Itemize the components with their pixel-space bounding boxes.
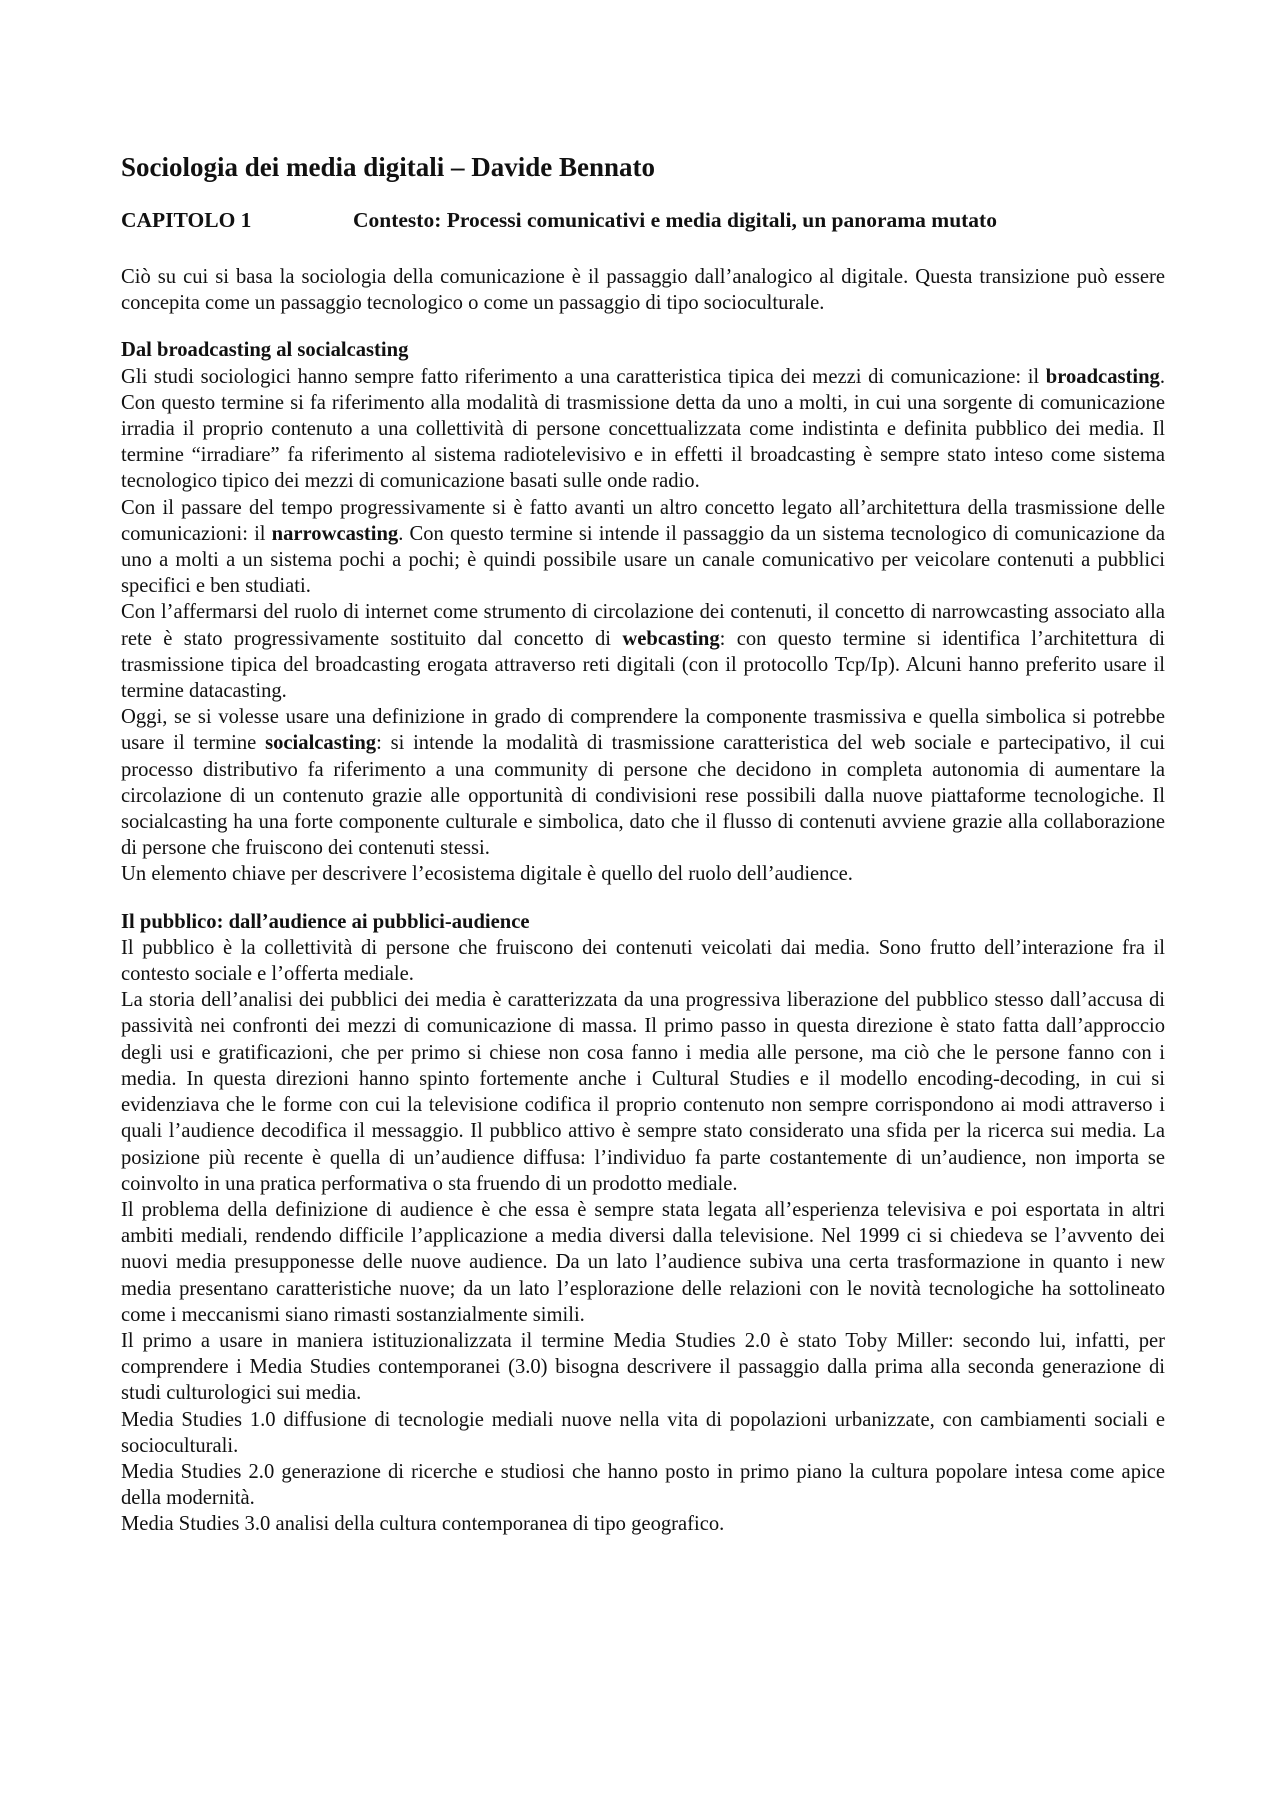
- section-heading-pubblico: Il pubblico: dall’audience ai pubblici-audience: [121, 910, 530, 933]
- media-studies-3: Media Studies 3.0 analisi della cultura contemporanea di tipo geografico.: [121, 1513, 725, 1536]
- media-studies-1: Media Studies 1.0 diffusione di tecnologie mediali nuove nella vita di popolazioni urbanizzate, con cambiamenti sociali e socioculturali.: [121, 1408, 1165, 1457]
- media-studies-2: Media Studies 2.0 generazione di ricerche e studiosi che hanno posto in primo piano la cultura popolare intesa come apice della modernità.: [121, 1460, 1165, 1510]
- paragraph-socialcasting: Oggi, se si volesse usare una definizione in grado di comprendere la componente trasmissiva e quella simbolica si potrebbe usare il termine socialcasting: si intende la modalità di trasmissione caratteristica del web sociale e partecipativo, il cui processo distributivo fa riferimento a una community di persone che decidono in completa autonomia di aumentare la circolazione di un contenuto grazie alle opportunità di condivisioni rese possibili dalla nuove piattaforme tecnologiche. Il socialcasting ha una forte componente culturale e simbolica, dato che il flusso di contenuti avviene grazie alla collaborazione di persone che fruiscono dei contenuti stessi.: [121, 706, 1165, 860]
- paragraph-audience-key: Un elemento chiave per descrivere l’ecosistema digitale è quello del ruolo dell’audience.: [121, 863, 853, 886]
- intro-paragraph: Ciò su cui si basa la sociologia della comunicazione è il passaggio dall’analogico al digitale. Questa transizione può essere concepita come un passaggio tecnologico o come un passaggio di tipo socioculturale.: [121, 266, 1165, 315]
- term-broadcasting: broadcasting: [1045, 365, 1160, 388]
- chapter-label: CAPITOLO 1: [121, 208, 252, 232]
- term-socialcasting: socialcasting: [265, 732, 377, 755]
- paragraph-pubblico-history: La storia dell’analisi dei pubblici dei media è caratterizzata da una progressiva liberazione del pubblico stesso dall’accusa di passività nei confronti dei mezzi di comunicazione di massa. Il primo passo in questa direzione è stato fatta dall’approccio degli usi e gratificazioni, che per primo si chiese non cosa fanno i media alle persone, ma ciò che le persone fanno con i media. In questa direzioni hanno spinto fortemente anche i Cultural Studies e il modello encoding-decoding, in cui si evidenziava che le forme con cui la televisione codifica il proprio contenuto non sempre corrispondono ai modi attraverso i quali l’audience decodifica il messaggio. Il pubblico attivo è sempre stato considerato una sfida per la ricerca sui media. La posizione più recente è quella di un’audience diffusa: l’individuo fa parte costantemente di un’audience, non importa se coinvolto in una pratica performativa o sta fruendo di un prodotto mediale.: [121, 989, 1165, 1195]
- paragraph-pubblico-definition: Il pubblico è la collettività di persone che fruiscono dei contenuti veicolati dai media. Sono frutto dell’interazione fra il contesto sociale e l’offerta mediale.: [121, 936, 1165, 986]
- paragraph-broadcasting: Gli studi sociologici hanno sempre fatto riferimento a una caratteristica tipica dei mezzi di comunicazione: il broadcasting. Con questo termine si fa riferimento alla modalità di trasmissione detta da uno a molti, in cui una sorgente di comunicazione irradia il proprio contenuto a una collettività di persone concettualizzata come indistinta e definita pubblico dei media. Il termine “irradiare” fa riferimento al sistema radiotelevisivo e in effetti il broadcasting è sempre stato inteso come sistema tecnologico tipico dei mezzi di comunicazione basati sulle onde radio.: [121, 365, 1165, 493]
- paragraph-audience-problem: Il problema della definizione di audience è che essa è sempre stata legata all’esperienza televisiva e poi esportata in altri ambiti mediali, rendendo difficile l’applicazione a media diversi dalla televisione. Nel 1999 ci si chiedeva se l’avvento dei nuovi media presupponesse delle nuove audience. Da un lato l’audience subiva una certa trasformazione in quanto i new media presentano caratteristiche nuove; da un lato l’esplorazione delle relazioni con le novità tecnologiche ha sottolineato come i meccanismi siano rimasti sostanzialmente simili.: [121, 1198, 1165, 1326]
- paragraph-media-studies-intro: Il primo a usare in maniera istituzionalizzata il termine Media Studies 2.0 è stato Toby Miller: secondo lui, infatti, per comprendere i Media Studies contemporanei (3.0) bisogna descrivere il passaggio dalla prima alla seconda generazione di studi culturologici sui media.: [121, 1329, 1165, 1405]
- term-narrowcasting: narrowcasting: [271, 522, 399, 545]
- chapter-header: [121, 206, 1165, 234]
- section-heading-broadcasting: Dal broadcasting al socialcasting: [121, 339, 409, 362]
- document-body: [121, 150, 1165, 1538]
- chapter-heading: Contesto: Processi comunicativi e media digitali, un panorama mutato: [353, 208, 997, 232]
- media-studies-list: [121, 1407, 1165, 1538]
- document-title: Sociologia dei media digitali – Davide Bennato: [121, 152, 656, 182]
- term-webcasting: webcasting: [622, 627, 720, 650]
- paragraph-webcasting: Con l’affermarsi del ruolo di internet come strumento di circolazione dei contenuti, il concetto di narrowcasting associato alla rete è stato progressivamente sostituito dal concetto di webcasting: con questo termine si identifica l’architettura di trasmissione tipica del broadcasting erogata attraverso reti digitali (con il protocollo Tcp/Ip). Alcuni hanno preferito usare il termine datacasting.: [121, 601, 1166, 703]
- paragraph-narrowcasting: Con il passare del tempo progressivamente si è fatto avanti un altro concetto legato all’architettura della trasmissione delle comunicazioni: il narrowcasting. Con questo termine si intende il passaggio da un sistema tecnologico di comunicazione da uno a molti a un sistema pochi a pochi; è quindi possibile usare un canale comunicativo per veicolare contenuti a pubblici specifici e ben studiati.: [121, 496, 1165, 598]
